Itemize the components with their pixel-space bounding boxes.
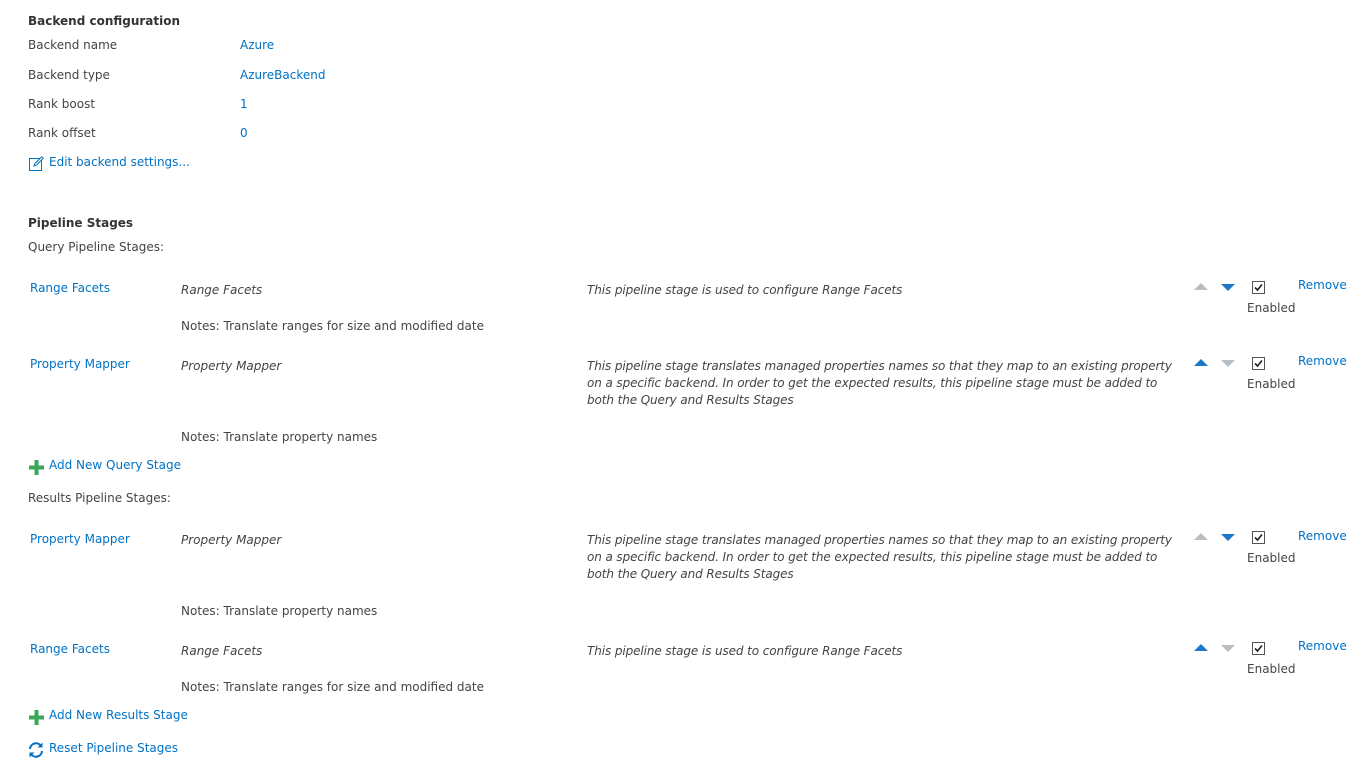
stage-description: This pipeline stage is used to configure Range Facets bbox=[587, 283, 903, 297]
add-results-stage-link[interactable]: Add New Results Stage bbox=[49, 708, 188, 722]
stage-type: Property Mapper bbox=[181, 533, 282, 547]
stage-description: This pipeline stage translates managed properties names so that they map to an existing property on a specific backend. In order to get the expected results, this pipeline stage must be added to both the Query and Results Stages bbox=[587, 359, 1172, 407]
enabled-checkbox[interactable] bbox=[1252, 642, 1265, 655]
edit-backend-settings-link[interactable]: Edit backend settings... bbox=[49, 155, 190, 169]
enabled-label: Enabled bbox=[1247, 662, 1296, 676]
query-stage-name-link[interactable]: Property Mapper bbox=[30, 357, 130, 371]
enabled-checkbox[interactable] bbox=[1252, 531, 1265, 544]
rank-boost-value: 1 bbox=[240, 97, 248, 111]
move-up-arrow-icon[interactable] bbox=[1194, 533, 1208, 540]
remove-stage-link[interactable]: Remove bbox=[1298, 639, 1347, 653]
edit-icon[interactable] bbox=[28, 155, 45, 172]
stage-description: This pipeline stage is used to configure Range Facets bbox=[587, 644, 903, 658]
move-up-arrow-icon[interactable] bbox=[1194, 283, 1208, 290]
stage-notes: Notes: Translate property names bbox=[181, 604, 378, 618]
backend-name-value: Azure bbox=[240, 38, 275, 52]
checkmark-icon bbox=[1253, 282, 1264, 293]
rank-offset-label: Rank offset bbox=[28, 126, 96, 140]
plus-icon[interactable] bbox=[28, 709, 45, 726]
move-down-arrow-icon[interactable] bbox=[1221, 534, 1235, 541]
stage-type: Range Facets bbox=[181, 283, 263, 297]
enabled-checkbox[interactable] bbox=[1252, 357, 1265, 370]
refresh-icon[interactable] bbox=[27, 741, 44, 758]
move-down-arrow-icon[interactable] bbox=[1221, 284, 1235, 291]
query-stage-name-link[interactable]: Range Facets bbox=[30, 281, 110, 295]
enabled-label: Enabled bbox=[1247, 377, 1296, 391]
enabled-label: Enabled bbox=[1247, 551, 1296, 565]
query-pipeline-label: Query Pipeline Stages: bbox=[28, 240, 165, 254]
move-up-arrow-icon[interactable] bbox=[1194, 359, 1208, 366]
checkmark-icon bbox=[1253, 643, 1264, 654]
move-down-arrow-icon[interactable] bbox=[1221, 645, 1235, 652]
checkmark-icon bbox=[1253, 532, 1264, 543]
results-stage-name-link[interactable]: Property Mapper bbox=[30, 532, 130, 546]
stage-notes: Notes: Translate property names bbox=[181, 430, 378, 444]
stage-type: Range Facets bbox=[181, 644, 263, 658]
remove-stage-link[interactable]: Remove bbox=[1298, 278, 1347, 292]
results-stage-name-link[interactable]: Range Facets bbox=[30, 642, 110, 656]
results-pipeline-label: Results Pipeline Stages: bbox=[28, 491, 171, 505]
plus-icon[interactable] bbox=[28, 459, 45, 476]
stage-notes: Notes: Translate ranges for size and modified date bbox=[181, 680, 484, 694]
backend-type-label: Backend type bbox=[28, 68, 110, 82]
pipeline-stages-heading: Pipeline Stages bbox=[28, 216, 134, 230]
reset-pipeline-stages-link[interactable]: Reset Pipeline Stages bbox=[49, 741, 179, 755]
backend-config-heading: Backend configuration bbox=[28, 14, 181, 28]
rank-boost-label: Rank boost bbox=[28, 97, 96, 111]
enabled-label: Enabled bbox=[1247, 301, 1296, 315]
stage-description: This pipeline stage translates managed properties names so that they map to an existing property on a specific backend. In order to get the expected results, this pipeline stage must be added to both the Query and Results Stages bbox=[587, 533, 1172, 581]
enabled-checkbox[interactable] bbox=[1252, 281, 1265, 294]
backend-name-label: Backend name bbox=[28, 38, 118, 52]
backend-type-value: AzureBackend bbox=[240, 68, 326, 82]
stage-type: Property Mapper bbox=[181, 359, 282, 373]
move-up-arrow-icon[interactable] bbox=[1194, 644, 1208, 651]
checkmark-icon bbox=[1253, 358, 1264, 369]
stage-notes: Notes: Translate ranges for size and modified date bbox=[181, 319, 484, 333]
remove-stage-link[interactable]: Remove bbox=[1298, 529, 1347, 543]
remove-stage-link[interactable]: Remove bbox=[1298, 354, 1347, 368]
rank-offset-value: 0 bbox=[240, 126, 248, 140]
add-query-stage-link[interactable]: Add New Query Stage bbox=[49, 458, 181, 472]
move-down-arrow-icon[interactable] bbox=[1221, 360, 1235, 367]
